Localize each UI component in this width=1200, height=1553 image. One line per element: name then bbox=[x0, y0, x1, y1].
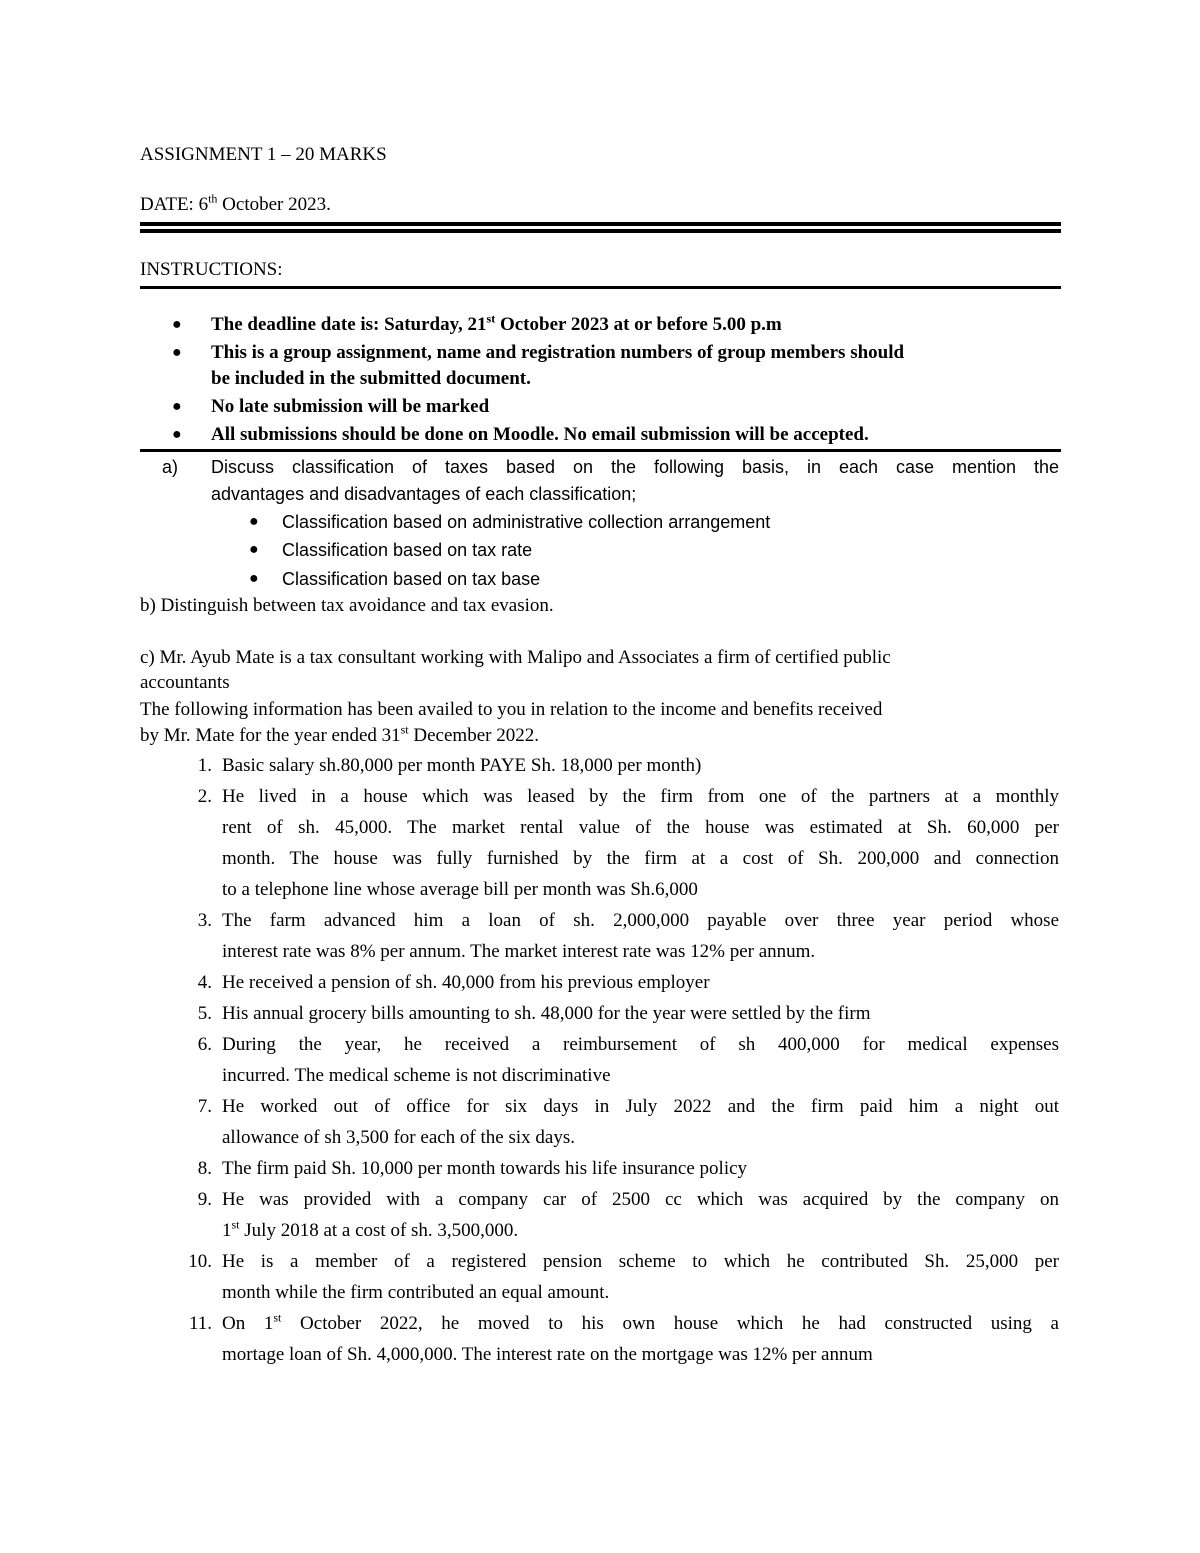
instruction-deadline: The deadline date is: Saturday, 21st October 2023 at or before 5.00 p.m bbox=[211, 311, 782, 335]
list-item-3-line2: interest rate was 8% per annum. The market interest rate was 12% per annum. bbox=[222, 941, 816, 962]
instruction-moodle: All submissions should be done on Moodle. No email submission will be accepted. bbox=[211, 424, 869, 445]
question-b: b) Distinguish between tax avoidance and tax evasion. bbox=[140, 595, 554, 616]
question-a-bullet-2: Classification based on tax rate bbox=[282, 540, 533, 560]
instructions-rule bbox=[140, 286, 1061, 289]
list-item-5: His annual grocery bills amounting to sh. 48,000 for the year were settled by the firm bbox=[222, 1003, 871, 1024]
bullet-icon: ● bbox=[172, 344, 182, 361]
instruction-group-line2: be included in the submitted document. bbox=[211, 368, 531, 389]
list-item-number: 1. bbox=[197, 755, 212, 776]
list-item-11-line2: mortage loan of Sh. 4,000,000. The interest rate on the mortgage was 12% per annum bbox=[222, 1344, 873, 1365]
instruction-group-line1: This is a group assignment, name and registration numbers of group members should bbox=[211, 342, 905, 363]
list-item-9-line1: He was provided with a company car of 2500 cc which was acquired by the company on bbox=[222, 1189, 1059, 1210]
list-item-7-line1: He worked out of office for six days in July 2022 and the firm paid him a night out bbox=[222, 1096, 1059, 1117]
list-item-10-line1: He is a member of a registered pension scheme to which he contributed Sh. 25,000 per bbox=[222, 1251, 1059, 1272]
list-item-11-line1: On 1st October 2022, he moved to his own house which he had constructed using a bbox=[222, 1310, 1059, 1334]
assignment-date: DATE: 6th October 2023. bbox=[140, 191, 331, 215]
question-a-bullet-1: Classification based on administrative collection arrangement bbox=[282, 512, 771, 532]
question-c-line1: c) Mr. Ayub Mate is a tax consultant working with Malipo and Associates a firm of certified public bbox=[140, 647, 891, 668]
list-item-7-line2: allowance of sh 3,500 for each of the six days. bbox=[222, 1127, 575, 1148]
list-item-number: 3. bbox=[197, 910, 212, 931]
list-item-10-line2: month while the firm contributed an equal amount. bbox=[222, 1282, 610, 1303]
question-a-label: a) bbox=[162, 457, 179, 477]
list-item-number: 10. bbox=[188, 1251, 212, 1272]
assignment-title: ASSIGNMENT 1 – 20 MARKS bbox=[140, 144, 387, 165]
list-item-4: He received a pension of sh. 40,000 from his previous employer bbox=[222, 972, 710, 993]
list-item-number: 8. bbox=[197, 1158, 212, 1179]
list-item-6-line2: incurred. The medical scheme is not discriminative bbox=[222, 1065, 611, 1086]
bullet-icon: ● bbox=[172, 316, 182, 333]
question-c-line2: accountants bbox=[140, 672, 230, 693]
list-item-6-line1: During the year, he received a reimbursement of sh 400,000 for medical expenses bbox=[222, 1034, 1059, 1055]
question-a-line2: advantages and disadvantages of each classification; bbox=[211, 484, 637, 504]
list-item-number: 7. bbox=[197, 1096, 212, 1117]
list-item-9-line2: 1st July 2018 at a cost of sh. 3,500,000. bbox=[222, 1217, 519, 1241]
bullet-icon: ● bbox=[249, 513, 259, 530]
list-item-2-line4: to a telephone line whose average bill per month was Sh.6,000 bbox=[222, 879, 698, 900]
question-a-line1: Discuss classification of taxes based on the following basis, in each case mention the bbox=[211, 457, 1059, 477]
question-c-line4: by Mr. Mate for the year ended 31st December 2022. bbox=[140, 722, 539, 746]
list-item-number: 2. bbox=[197, 786, 212, 807]
bullet-icon: ● bbox=[249, 541, 259, 558]
list-item-2-line3: month. The house was fully furnished by the firm at a cost of Sh. 200,000 and connection bbox=[222, 848, 1059, 869]
list-item-8: The firm paid Sh. 10,000 per month towards his life insurance policy bbox=[222, 1158, 748, 1179]
instructions-end-rule bbox=[140, 449, 1061, 452]
question-a-bullet-3: Classification based on tax base bbox=[282, 569, 541, 589]
list-item-number: 4. bbox=[197, 972, 212, 993]
question-c-line3: The following information has been availed to you in relation to the income and benefits received bbox=[140, 699, 883, 720]
double-rule-top bbox=[140, 222, 1061, 226]
instruction-late: No late submission will be marked bbox=[211, 396, 490, 417]
bullet-icon: ● bbox=[249, 570, 259, 587]
list-item-1: Basic salary sh.80,000 per month PAYE Sh. 18,000 per month) bbox=[222, 755, 702, 776]
bullet-icon: ● bbox=[172, 398, 182, 415]
list-item-number: 6. bbox=[197, 1034, 212, 1055]
list-item-3-line1: The farm advanced him a loan of sh. 2,000,000 payable over three year period whose bbox=[222, 910, 1059, 931]
list-item-number: 11. bbox=[188, 1313, 212, 1334]
instructions-heading: INSTRUCTIONS: bbox=[140, 259, 283, 280]
double-rule-bottom bbox=[140, 229, 1061, 233]
list-item-2-line2: rent of sh. 45,000. The market rental value of the house was estimated at Sh. 60,000 per bbox=[222, 817, 1059, 838]
list-item-number: 5. bbox=[197, 1003, 212, 1024]
bullet-icon: ● bbox=[172, 426, 182, 443]
list-item-number: 9. bbox=[197, 1189, 212, 1210]
list-item-2-line1: He lived in a house which was leased by the firm from one of the partners at a monthly bbox=[222, 786, 1059, 807]
